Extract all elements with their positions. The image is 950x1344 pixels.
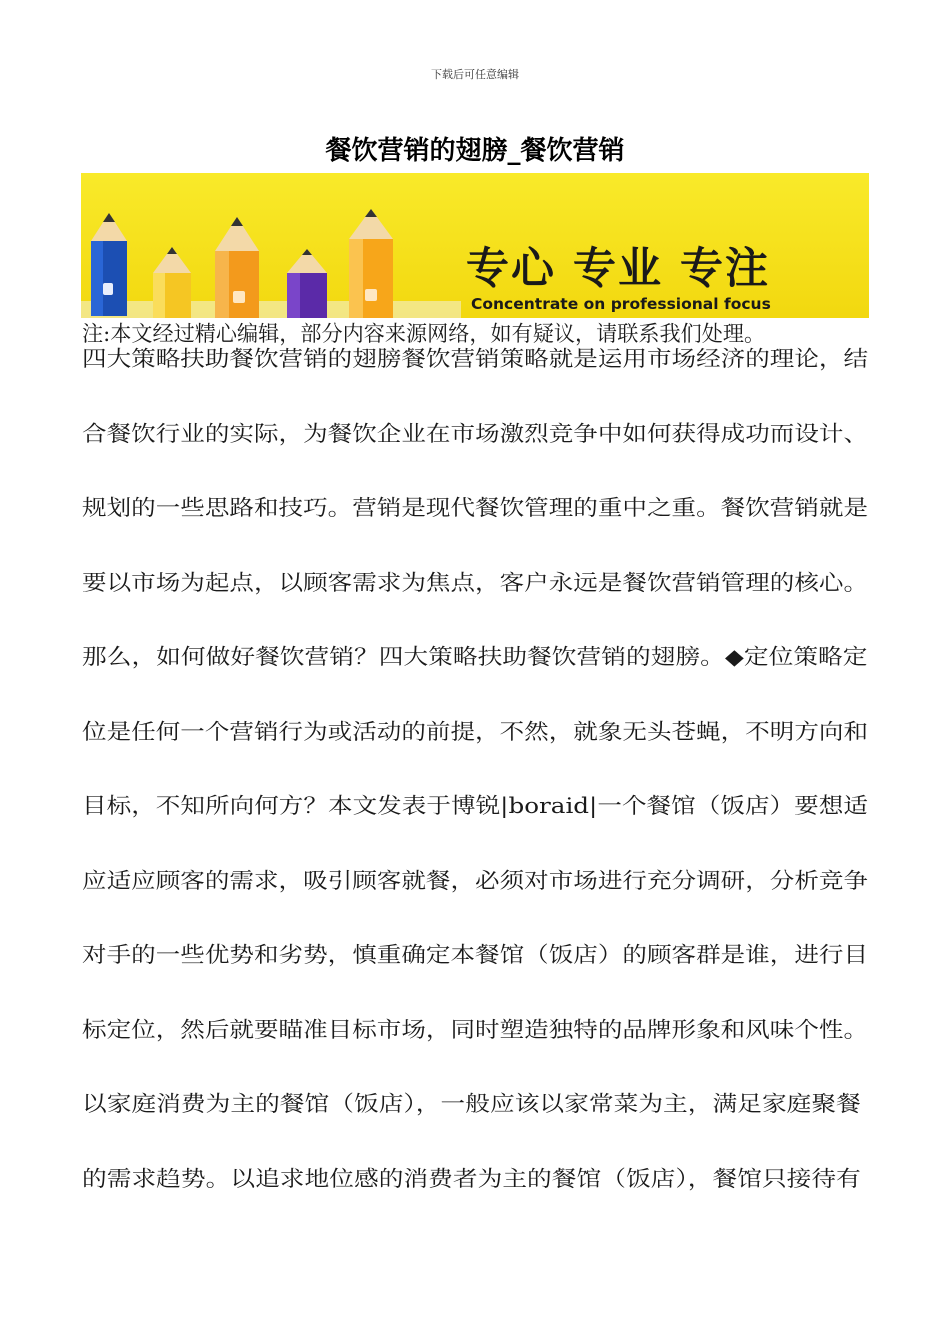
body-line: 合餐饮行业的实际，为餐饮企业在市场激烈竞争中如何获得成功而设计、 <box>82 421 869 447</box>
body-line: 对手的一些优势和劣势，慎重确定本餐馆（饭店）的顾客群是谁，进行目 <box>82 943 869 968</box>
body-line: 位是任何一个营销行为或活动的前提，不然，就象无头苍蝇，不明方向和 <box>82 719 869 745</box>
body-line: 以家庭消费为主的餐馆（饭店），一般应该以家常菜为主，满足家庭聚餐 <box>82 1092 861 1117</box>
body-line: 目标，不知所向何方？本文发表于博锐|boraid|一个餐馆（饭店）要想适 <box>82 794 868 819</box>
body-line: 四大策略扶助餐饮营销的翅膀餐饮营销策略就是运用市场经济的理论，结 <box>82 347 869 372</box>
banner-slogan: 专心 专业 专注 <box>466 244 770 294</box>
body-line: 标定位，然后就要瞄准目标市场，同时塑造独特的品牌形象和风味个性。 <box>82 1017 869 1043</box>
header-note: 下载后可任意编辑 <box>431 68 519 81</box>
banner-image <box>81 173 869 318</box>
editor-note: 注:本文经过精心编辑，部分内容来源网络，如有疑议，请联系我们处理。 <box>82 322 766 347</box>
body-line: 那么，如何做好餐饮营销？四大策略扶助餐饮营销的翅膀。◆定位策略定 <box>82 645 868 670</box>
body-line: 要以市场为起点，以顾客需求为焦点，客户永远是餐饮营销管理的核心。 <box>82 570 869 596</box>
pencils-illustration <box>81 173 869 318</box>
body-line: 的需求趋势。以追求地位感的消费者为主的餐馆（饭店），餐馆只接待有 <box>82 1166 861 1192</box>
body-line: 应适应顾客的需求，吸引顾客就餐，必须对市场进行充分调研，分析竞争 <box>82 868 869 894</box>
banner-slogan-en: Concentrate on professional focus <box>471 295 771 313</box>
document-title: 餐饮营销的翅膀_餐饮营销 <box>325 136 625 166</box>
body-line: 规划的一些思路和技巧。营销是现代餐饮管理的重中之重。餐饮营销就是 <box>82 496 869 521</box>
